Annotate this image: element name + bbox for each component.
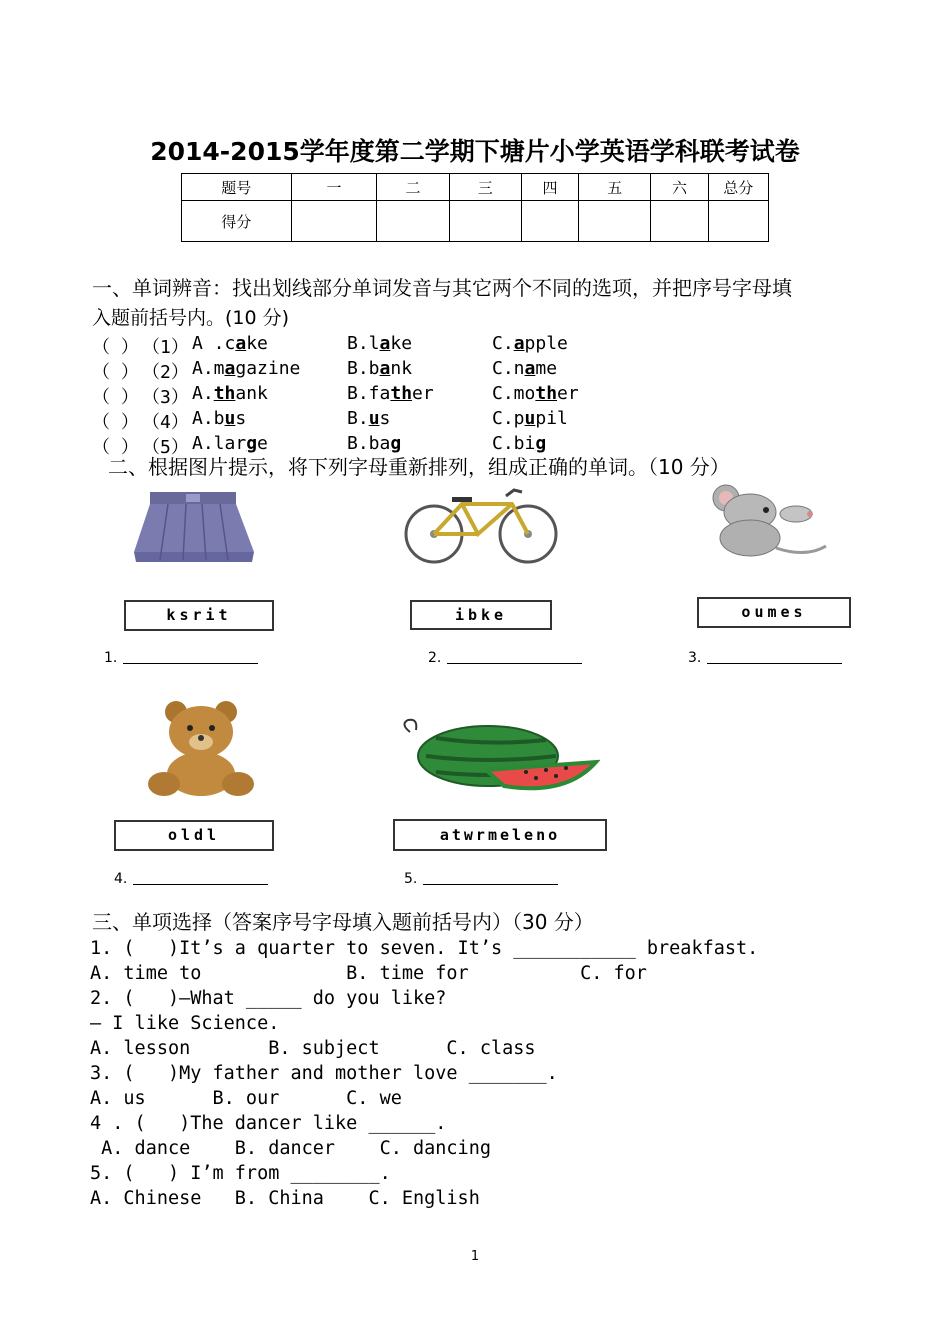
section2-heading: 二、根据图片提示，将下列字母重新排列，组成正确的单词。（10 分） <box>108 455 730 479</box>
answer-number: 3. <box>688 650 702 666</box>
question-line: 5. ( ) I’m from ________. <box>90 1163 391 1184</box>
answer-blank <box>428 650 582 666</box>
score-header-cell: 五 <box>579 174 651 201</box>
exam-title: 2014-2015学年度第二学期下塘片小学英语学科联考试卷 <box>150 137 800 166</box>
answer-number: 1. <box>104 650 118 666</box>
pronunciation-item <box>92 383 692 408</box>
option-a: A.large <box>192 433 268 454</box>
question-line: A. Chinese B. China C. English <box>90 1188 480 1209</box>
option-a: A .cake <box>192 333 268 354</box>
question-line: 2. ( )—What _____ do you like? <box>90 988 447 1009</box>
option-b: B.lake <box>347 333 413 354</box>
pronunciation-item <box>92 358 692 383</box>
score-header-cell: 一 <box>291 174 377 201</box>
score-cell <box>521 201 578 242</box>
option-c: C.name <box>492 358 558 379</box>
question-line: A. us B. our C. we <box>90 1088 402 1109</box>
score-row-label: 得分 <box>182 201 292 242</box>
answer-bracket: （ ） <box>92 362 139 383</box>
answer-blank <box>404 871 558 887</box>
answer-bracket: （ ） <box>92 437 139 458</box>
question-line: — I like Science. <box>90 1013 280 1034</box>
question-line: 1. ( )It’s a quarter to seven. It’s ___________ breakfast. <box>90 938 759 959</box>
item-number: （4） <box>142 412 189 433</box>
pronunciation-item <box>92 333 692 358</box>
score-header-cell: 六 <box>651 174 708 201</box>
bicycle-picture <box>402 486 560 566</box>
mouse-picture <box>706 484 830 560</box>
score-header-cell: 三 <box>449 174 521 201</box>
option-c: C.mother <box>492 383 579 404</box>
score-cell <box>579 201 651 242</box>
score-cell <box>449 201 521 242</box>
question-line: 4 . ( )The dancer like ______. <box>90 1113 447 1134</box>
answer-blank <box>688 650 842 666</box>
letters-box: ksrit <box>124 600 274 631</box>
item-number: （1） <box>142 337 189 358</box>
option-c: C.apple <box>492 333 568 354</box>
option-c: C.pupil <box>492 408 568 429</box>
letters-box: oumes <box>697 597 851 628</box>
question-line: A. dance B. dancer C. dancing <box>90 1138 491 1159</box>
question-line: A. time to B. time for C. for <box>90 963 647 984</box>
score-header-cell: 题号 <box>182 174 292 201</box>
answer-number: 4. <box>114 871 128 887</box>
answer-blank <box>104 650 258 666</box>
pronunciation-item <box>92 408 692 433</box>
section3-heading: 三、单项选择（答案序号字母填入题前括号内）（30 分） <box>92 910 594 934</box>
option-a: A.magazine <box>192 358 301 379</box>
page-number: 1 <box>470 1249 480 1264</box>
item-number: （3） <box>142 387 189 408</box>
section1-heading-line1: 一、单词辨音：找出划线部分单词发音与其它两个不同的选项，并把序号字母填 <box>92 276 792 300</box>
watermelon-picture <box>396 716 600 792</box>
score-cell <box>708 201 768 242</box>
option-a: A.thank <box>192 383 268 404</box>
question-line: A. lesson B. subject C. class <box>90 1038 536 1059</box>
section1-heading-line2: 入题前括号内。(10 分) <box>92 307 290 329</box>
answer-number: 2. <box>428 650 442 666</box>
letters-box: atwrmeleno <box>393 819 607 851</box>
answer-bracket: （ ） <box>92 387 139 408</box>
option-b: B.us <box>347 408 391 429</box>
letters-box: ibke <box>410 600 552 630</box>
score-cell <box>377 201 449 242</box>
option-c: C.big <box>492 433 547 454</box>
item-number: （5） <box>142 437 189 458</box>
answer-number: 5. <box>404 871 418 887</box>
answer-bracket: （ ） <box>92 337 139 358</box>
score-header-cell: 总分 <box>708 174 768 201</box>
option-a: A.bus <box>192 408 247 429</box>
answer-bracket: （ ） <box>92 412 139 433</box>
score-header-cell: 四 <box>521 174 578 201</box>
option-b: B.bag <box>347 433 402 454</box>
score-header-cell: 二 <box>377 174 449 201</box>
answer-blank <box>114 871 268 887</box>
score-cell <box>651 201 708 242</box>
letters-box: oldl <box>114 820 274 851</box>
question-line: 3. ( )My father and mother love _______. <box>90 1063 558 1084</box>
option-b: B.bank <box>347 358 413 379</box>
skirt-picture <box>128 490 260 570</box>
option-b: B.father <box>347 383 434 404</box>
score-table <box>181 173 769 242</box>
teddy-bear-picture <box>136 700 270 798</box>
score-cell <box>291 201 377 242</box>
item-number: （2） <box>142 362 189 383</box>
